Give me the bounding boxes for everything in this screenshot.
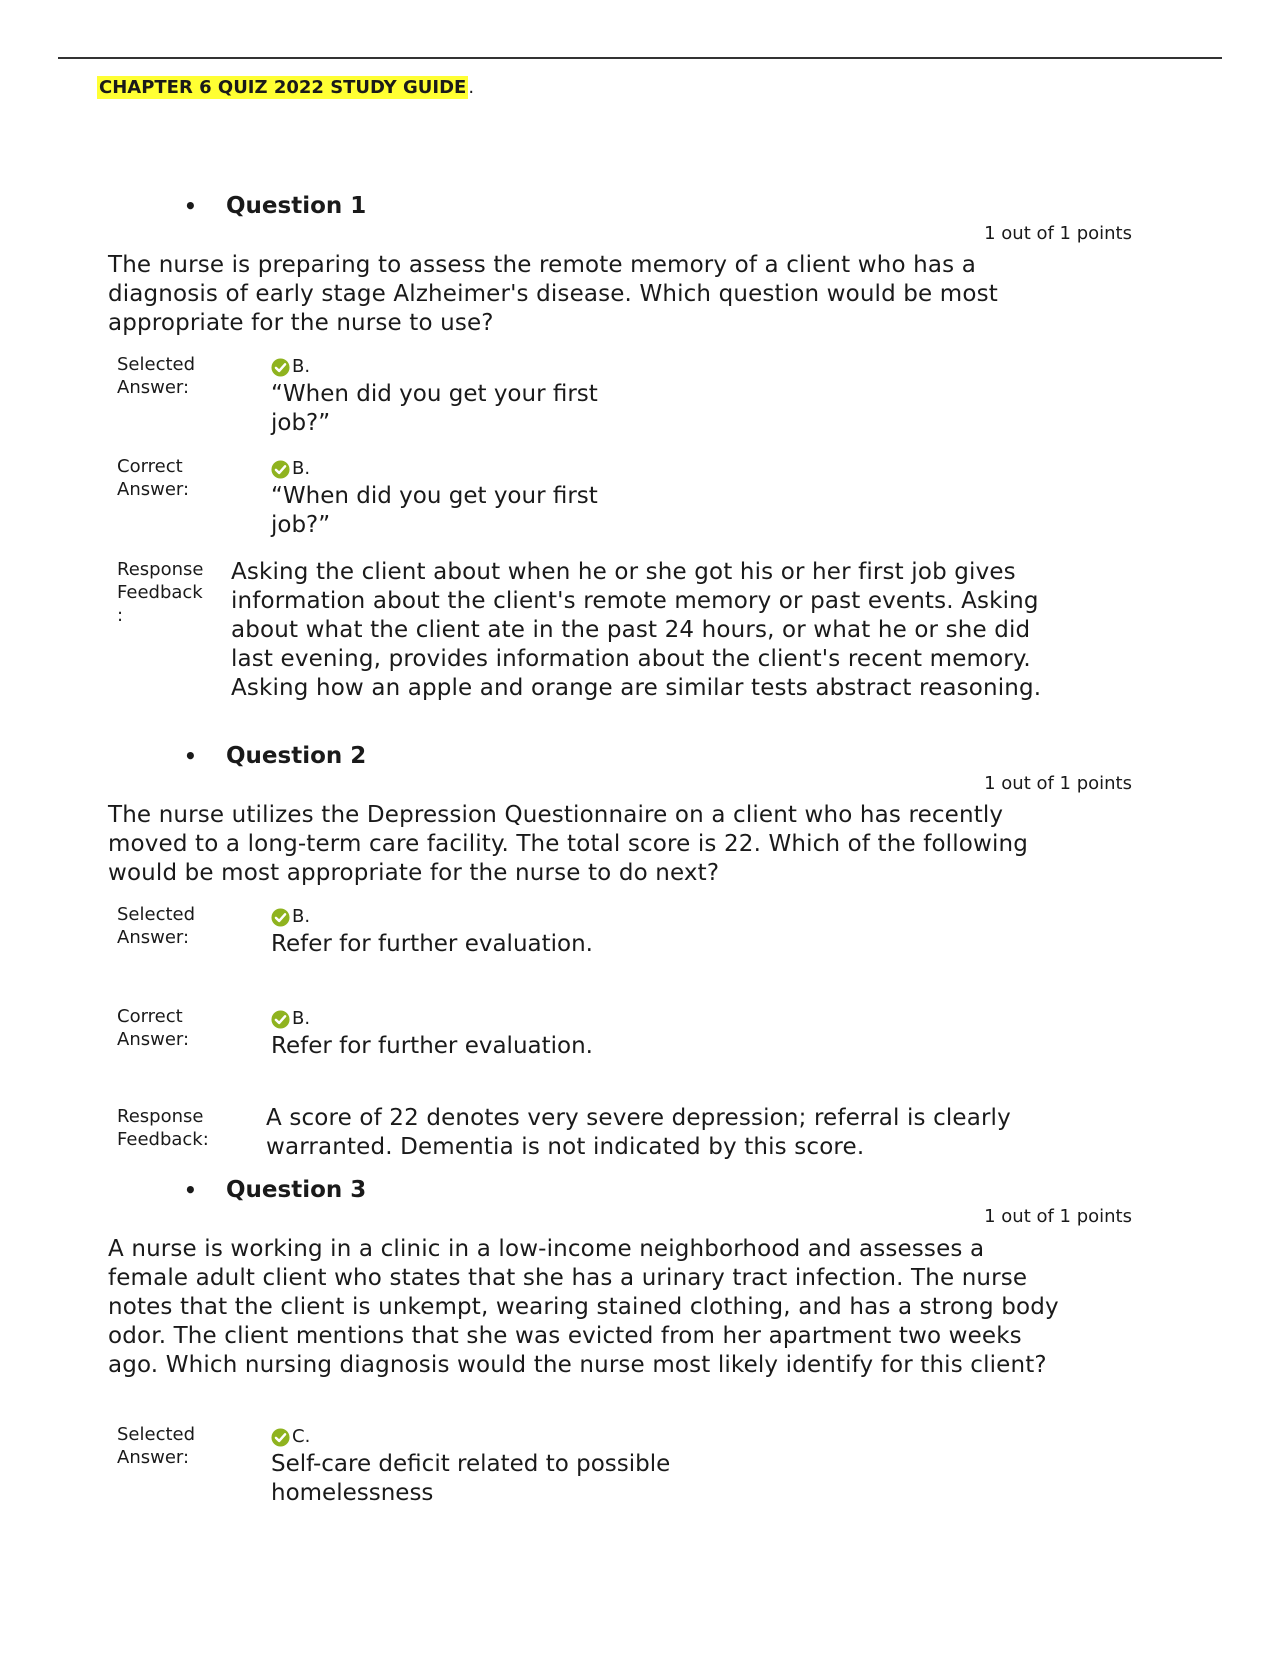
question-2-text: The nurse utilizes the Depression Questionnaire on a client who has recently moved to a long-term care facility. The total score is 22. Which of the following would be most appropriate for the nurse to do next? bbox=[108, 802, 1028, 886]
question-3-selected-answer bbox=[271, 1426, 711, 1508]
check-circle-icon bbox=[271, 1010, 290, 1029]
answer-text: Refer for further evaluation. bbox=[271, 1033, 593, 1059]
question-1-feedback-label: Response Feedback : bbox=[117, 559, 204, 626]
question-2-heading bbox=[184, 741, 366, 771]
document-title: CHAPTER 6 QUIZ 2022 STUDY GUIDE bbox=[99, 77, 467, 98]
question-1-selected-answer bbox=[271, 356, 601, 438]
question-1-text: The nurse is preparing to assess the remote memory of a client who has a diagnosis of early stage Alzheimer's disease. Which question would be most appropriate for the nurse to use? bbox=[108, 252, 998, 336]
question-1-title: Question 1 bbox=[226, 193, 367, 219]
answer-letter: B. bbox=[292, 458, 311, 479]
bullet-icon: • bbox=[184, 744, 197, 768]
answer-text: “When did you get your first job?” bbox=[271, 483, 598, 538]
question-2-feedback: A score of 22 denotes very severe depression; referral is clearly warranted. Dementia is not indicated by this score. bbox=[266, 1105, 1011, 1160]
top-rule bbox=[58, 57, 1222, 59]
answer-text: “When did you get your first job?” bbox=[271, 381, 598, 436]
question-3-title: Question 3 bbox=[226, 1177, 367, 1203]
question-2-correct-answer bbox=[271, 1008, 601, 1061]
answer-letter: B. bbox=[292, 906, 311, 927]
check-circle-icon bbox=[271, 1428, 290, 1447]
check-circle-icon bbox=[271, 908, 290, 927]
question-1-correct-label: Correct Answer: bbox=[117, 456, 190, 500]
answer-text: Refer for further evaluation. bbox=[271, 931, 593, 957]
answer-text: Self-care deficit related to possible homelessness bbox=[271, 1451, 671, 1506]
document-title-suffix: . bbox=[468, 77, 475, 98]
question-1-selected-label: Selected Answer: bbox=[117, 354, 196, 398]
question-3-points: 1 out of 1 points bbox=[984, 1206, 1132, 1227]
question-3-text: A nurse is working in a clinic in a low-income neighborhood and assesses a female adult client who states that she has a urinary tract infection. The nurse notes that the client is unkempt, wearing stained clothing, and has a strong body odor. The client mentions that she was evicted from her apartment two weeks ago. Which nursing diagnosis would the nurse most likely identify for this client? bbox=[108, 1236, 1059, 1378]
question-3-heading bbox=[184, 1175, 366, 1205]
question-2-feedback-label: Response Feedback: bbox=[117, 1106, 209, 1150]
bullet-icon: • bbox=[184, 1178, 197, 1202]
answer-letter: B. bbox=[292, 356, 311, 377]
question-2-selected-label: Selected Answer: bbox=[117, 904, 196, 948]
answer-letter: C. bbox=[292, 1426, 311, 1447]
check-circle-icon bbox=[271, 460, 290, 479]
question-2-selected-answer bbox=[271, 906, 601, 959]
bullet-icon: • bbox=[184, 194, 197, 218]
check-circle-icon bbox=[271, 358, 290, 377]
document-title-line bbox=[97, 74, 474, 102]
question-3-selected-label: Selected Answer: bbox=[117, 1424, 196, 1468]
question-1-feedback: Asking the client about when he or she got his or her first job gives information about the client's remote memory or past events. Asking about what the client ate in the past 24 hours, or what he or she did last evening, provides information about the client's recent memory. Asking how an apple and orange are similar tests abstract reasoning. bbox=[231, 559, 1042, 701]
answer-letter: B. bbox=[292, 1008, 311, 1029]
question-1-correct-answer bbox=[271, 458, 601, 540]
question-1-heading bbox=[184, 191, 366, 221]
question-2-correct-label: Correct Answer: bbox=[117, 1006, 190, 1050]
question-2-title: Question 2 bbox=[226, 743, 367, 769]
question-2-points: 1 out of 1 points bbox=[984, 773, 1132, 794]
question-1-points: 1 out of 1 points bbox=[984, 223, 1132, 244]
